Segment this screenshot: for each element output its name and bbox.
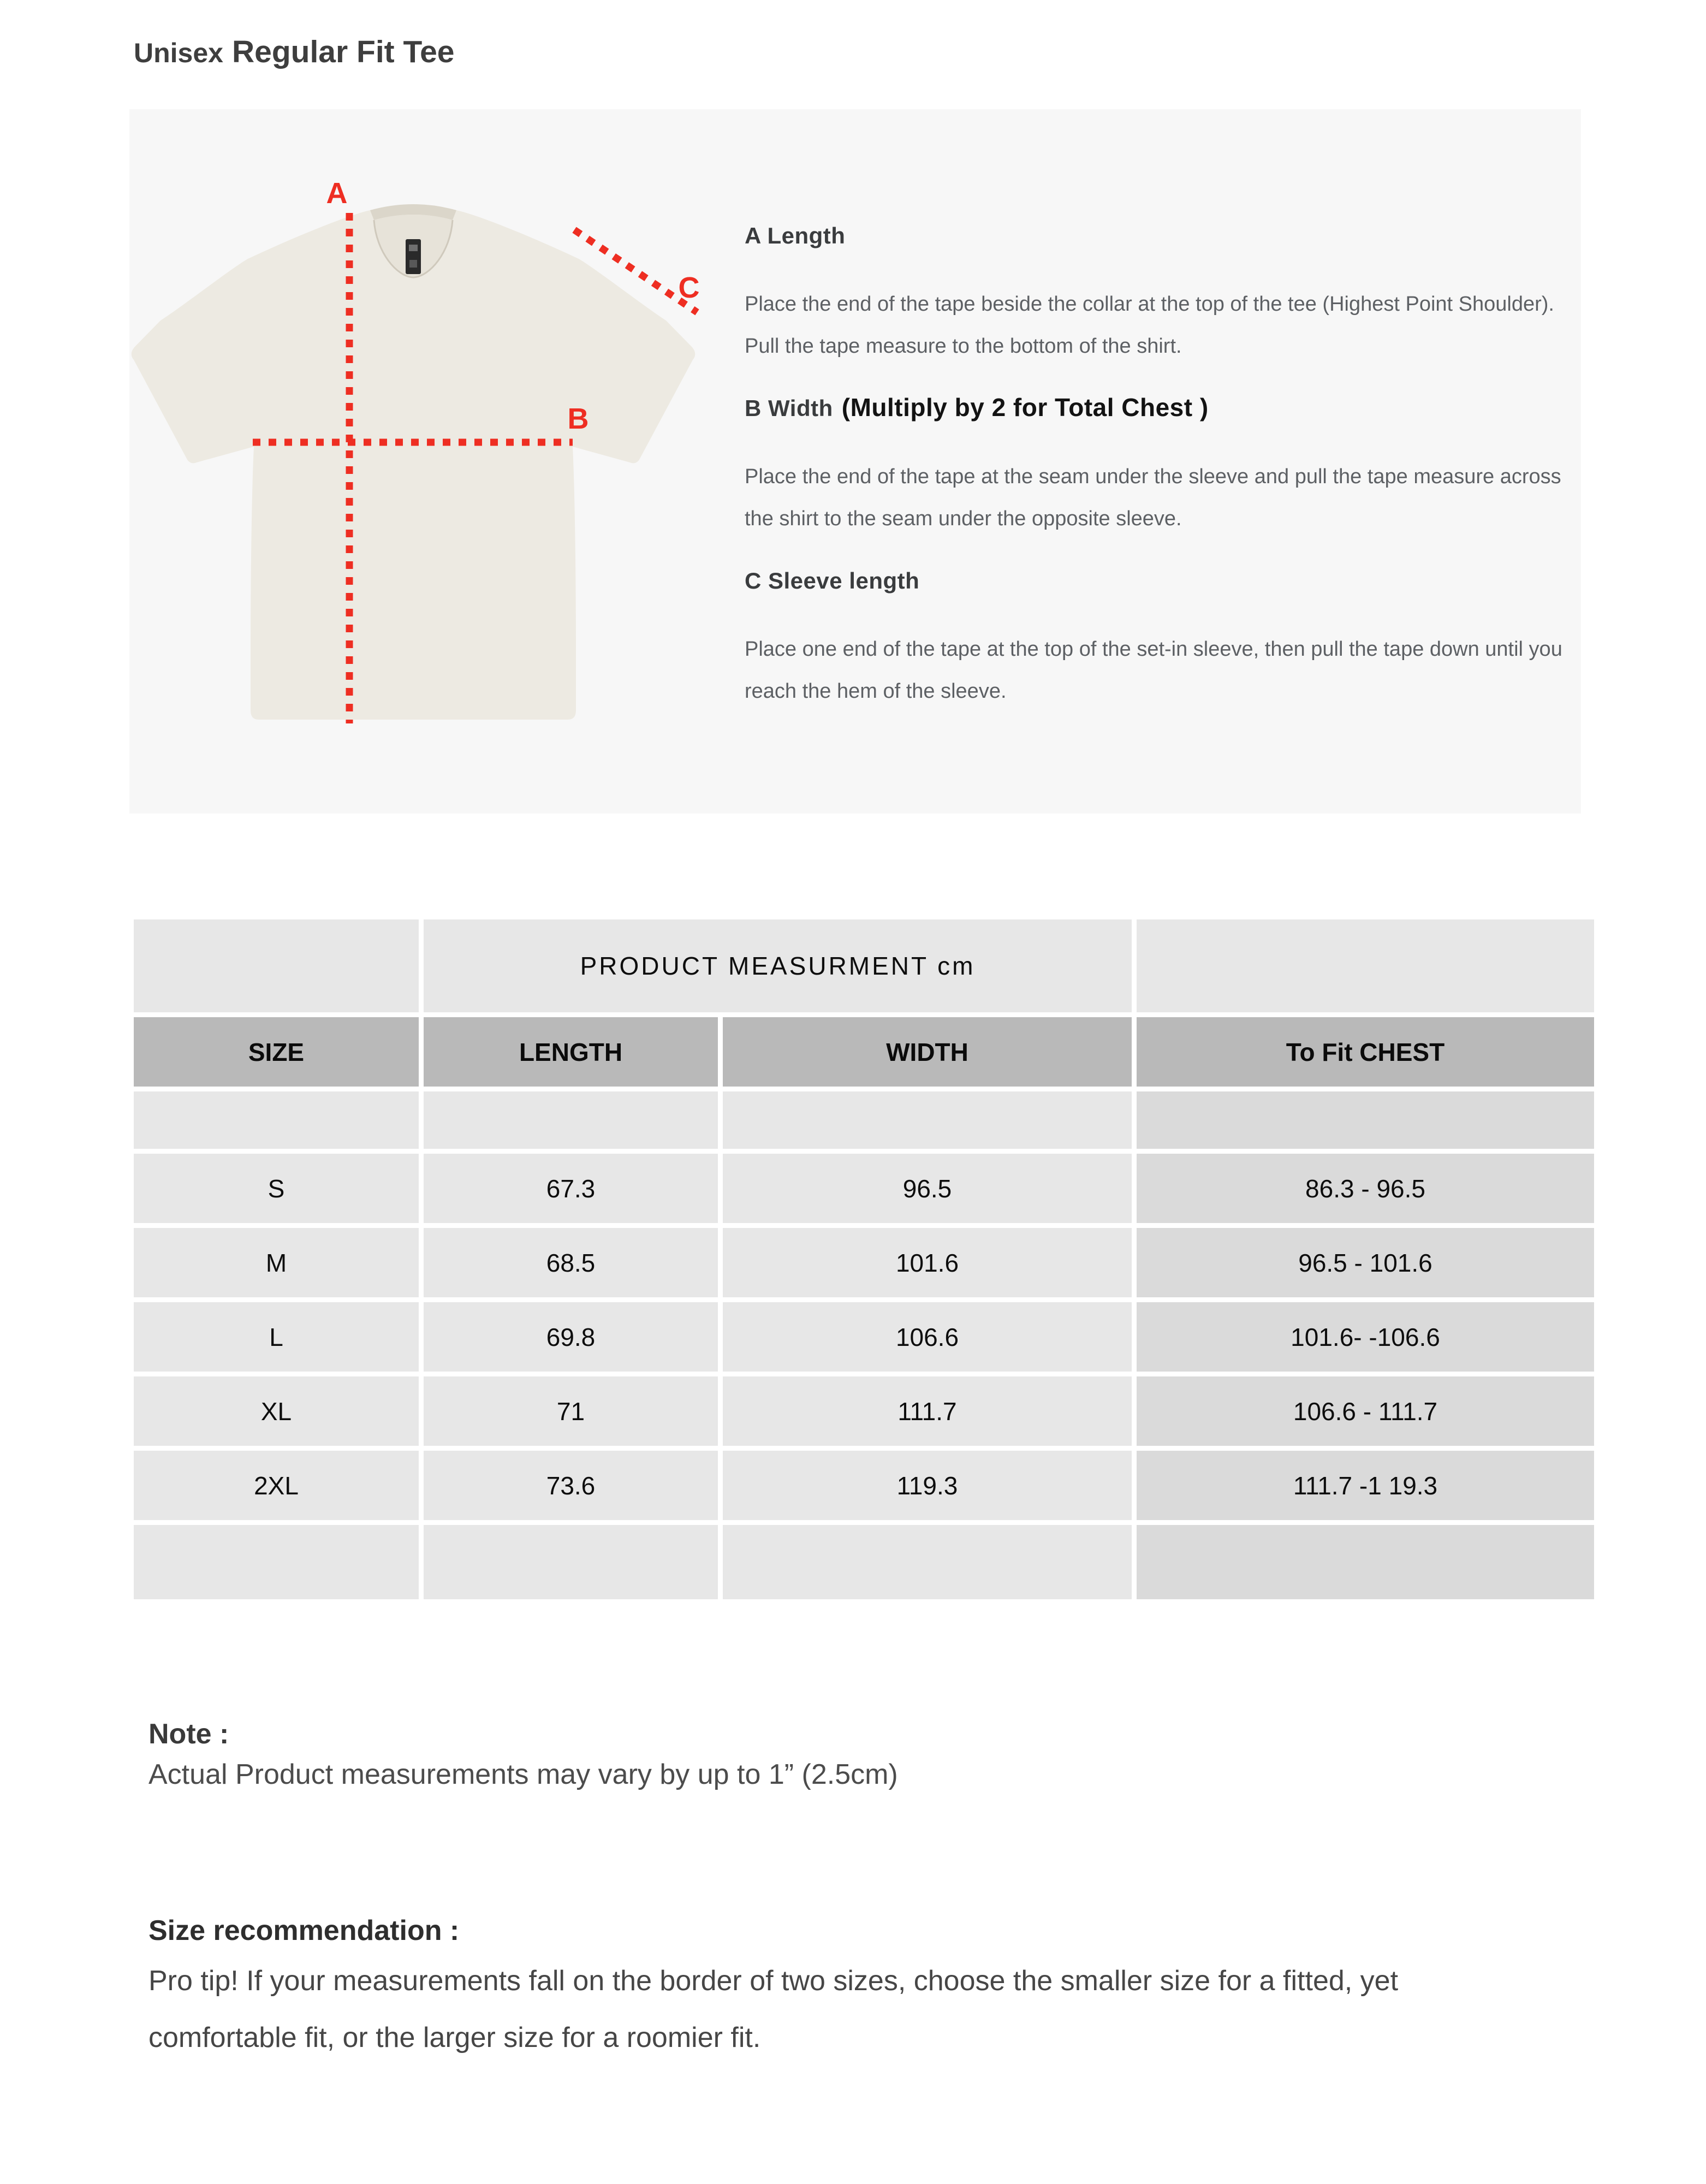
empty-cell <box>134 919 419 1012</box>
chest-cell: 86.3 - 96.5 <box>1137 1154 1594 1223</box>
empty-cell <box>424 1091 718 1149</box>
size-recommendation-section <box>148 1914 1437 2066</box>
size-cell: 2XL <box>134 1451 419 1520</box>
table-column-header-row <box>134 1017 1594 1087</box>
chest-cell: 106.6 - 111.7 <box>1137 1376 1594 1446</box>
guide-heading-width-note: (Multiply by 2 for Total Chest ) <box>841 393 1209 422</box>
size-row <box>134 1451 1594 1520</box>
guide-heading-width <box>745 393 1580 422</box>
empty-cell <box>1137 919 1594 1012</box>
size-cell: XL <box>134 1376 419 1446</box>
chest-cell: 96.5 - 101.6 <box>1137 1228 1594 1297</box>
size-table <box>129 915 1599 1604</box>
empty-cell <box>723 1525 1132 1599</box>
guide-heading-length-text: A Length <box>745 223 846 248</box>
empty-cell <box>723 1091 1132 1149</box>
label-a: A <box>326 177 348 210</box>
note-section <box>148 1718 898 1791</box>
neck-tag-print-bottom <box>409 260 417 268</box>
tee-silhouette <box>132 206 696 720</box>
title-main: Regular Fit Tee <box>231 34 455 69</box>
size-row <box>134 1228 1594 1297</box>
label-c: C <box>678 271 700 304</box>
width-cell: 111.7 <box>723 1376 1132 1446</box>
guide-entry-sleeve <box>745 565 1580 713</box>
table-spacer-row <box>134 1091 1594 1149</box>
width-cell: 119.3 <box>723 1451 1132 1520</box>
guide-body-length: Place the end of the tape beside the collar at the top of the tee (Highest Point Shoulder). Pull the tape measure to the bottom of the shirt. <box>745 293 1554 358</box>
empty-cell <box>1137 1525 1594 1599</box>
width-cell: 101.6 <box>723 1228 1132 1297</box>
size-recommendation-heading: Size recommendation : <box>148 1915 460 1946</box>
length-cell: 67.3 <box>424 1154 718 1223</box>
guide-entry-width <box>745 393 1580 540</box>
empty-cell <box>424 1525 718 1599</box>
neck-tag-print-top <box>409 245 418 251</box>
note-body: Actual Product measurements may vary by up to 1” (2.5cm) <box>148 1759 898 1790</box>
title-prefix: Unisex <box>134 38 223 68</box>
group-header-cell: PRODUCT MEASURMENT cm <box>424 919 1132 1012</box>
empty-cell <box>1137 1091 1594 1149</box>
guide-body-width: Place the end of the tape at the seam under the sleeve and pull the tape measure across the shirt to the seam under the opposite sleeve. <box>745 465 1561 530</box>
neck-tag <box>406 239 421 274</box>
size-recommendation-body: Pro tip! If your measurements fall on the border of two sizes, choose the smaller size for a fitted, yet comfortable fit, or the larger size for a roomier fit. <box>148 1965 1399 2054</box>
length-cell: 73.6 <box>424 1451 718 1520</box>
length-cell: 69.8 <box>424 1302 718 1372</box>
column-header-size: SIZE <box>134 1017 419 1087</box>
guide-entry-length <box>745 220 1580 367</box>
size-cell: L <box>134 1302 419 1372</box>
table-spacer-row <box>134 1525 1594 1599</box>
width-cell: 106.6 <box>723 1302 1132 1372</box>
guide-heading-width-text: B Width <box>745 395 833 421</box>
guide-heading-sleeve <box>745 565 1580 595</box>
table-group-header-row <box>134 919 1594 1012</box>
column-header-length: LENGTH <box>424 1017 718 1087</box>
label-b: B <box>567 402 589 435</box>
size-row <box>134 1154 1594 1223</box>
empty-cell <box>134 1525 419 1599</box>
guide-heading-length <box>745 220 1580 250</box>
guide-heading-sleeve-text: C Sleeve length <box>745 568 920 594</box>
tee-diagram <box>129 109 730 814</box>
size-cell: S <box>134 1154 419 1223</box>
size-rows <box>134 1154 1594 1520</box>
column-header-width: WIDTH <box>723 1017 1132 1087</box>
length-cell: 71 <box>424 1376 718 1446</box>
guide-body-sleeve: Place one end of the tape at the top of the set-in sleeve, then pull the tape down until you reach the hem of the sleeve. <box>745 638 1562 703</box>
chest-cell: 111.7 -1 19.3 <box>1137 1451 1594 1520</box>
size-row <box>134 1376 1594 1446</box>
size-row <box>134 1302 1594 1372</box>
measurement-diagram-panel <box>129 109 1581 814</box>
empty-cell <box>134 1091 419 1149</box>
note-heading: Note : <box>148 1718 229 1750</box>
page-title <box>134 34 455 70</box>
column-header-chest: To Fit CHEST <box>1137 1017 1594 1087</box>
chest-cell: 101.6- -106.6 <box>1137 1302 1594 1372</box>
measurement-guide <box>745 109 1580 713</box>
width-cell: 96.5 <box>723 1154 1132 1223</box>
length-cell: 68.5 <box>424 1228 718 1297</box>
size-cell: M <box>134 1228 419 1297</box>
